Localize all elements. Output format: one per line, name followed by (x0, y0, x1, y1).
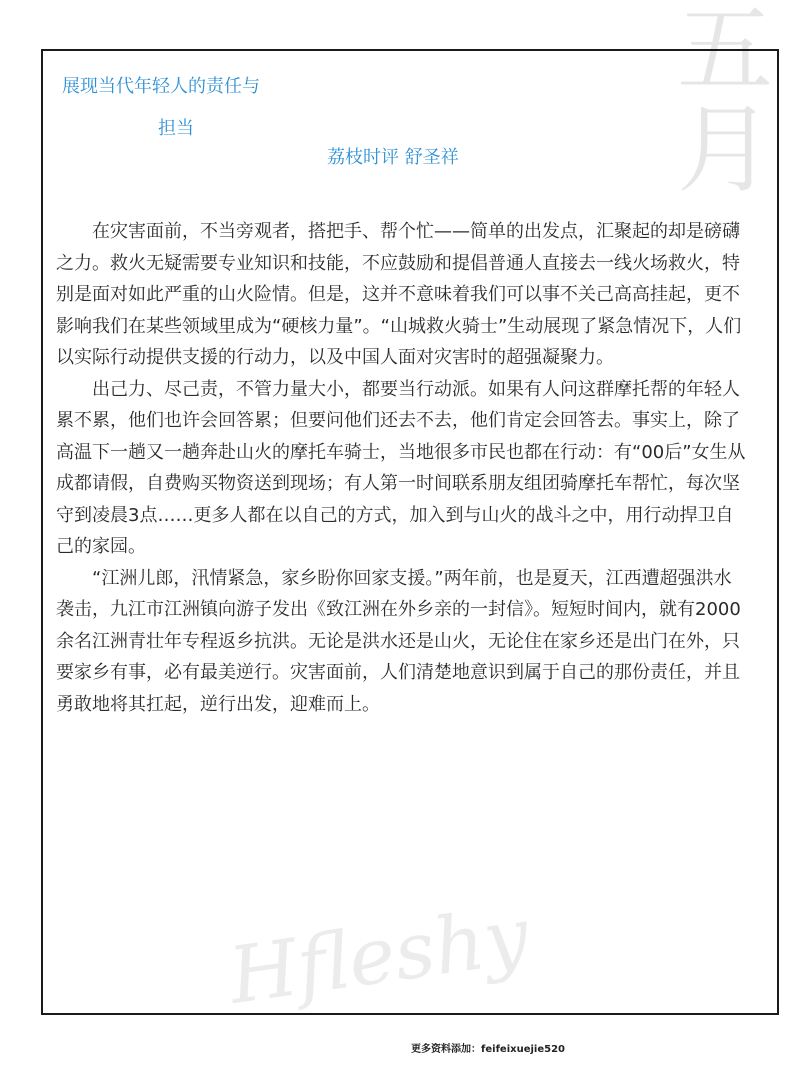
paragraph: “江洲儿郎，汛情紧急，家乡盼你回家支援。”两年前，也是夏天，江西遭超强洪水袭击，九江市江洲镇向游子发出《致江洲在外乡亲的一封信》。短短时间内，就有2000余名江洲青壮年专程返乡抗洪。无论是洪水还是山火，无论住在家乡还是出门在外，只要家乡有事，必有最美逆行。灾害面前，人们清楚地意识到属于自己的那份责任，并且勇敢地将其扛起，逆行出发，迎难而上。 (56, 567, 741, 715)
article-body (56, 216, 746, 720)
footer-note: 更多资料添加：feifeixuejie520 (411, 1044, 565, 1055)
article-title (62, 66, 322, 150)
paragraph: 出己力、尽己责，不管力量大小，都要当行动派。如果有人问这群摩托帮的年轻人累不累，他们也许会回答累；但要问他们还去不去，他们肯定会回答去。事实上，除了高温下一趟又一趟奔赴山火的摩托车骑士，当地很多市民也都在行动：有“00后”女生从成都请假，自费购买物资送到现场；有人第一时间联系朋友组团骑摩托车帮忙，每次坚守到凌晨3点……更多人都在以自己的方式，加入到与山火的战斗之中，用行动捍卫自己的家园。 (56, 378, 746, 557)
paragraph: 在灾害面前，不当旁观者，搭把手、帮个忙——简单的出发点，汇聚起的却是磅礴之力。救火无疑需要专业知识和技能，不应鼓励和提倡普通人直接去一线火场救火，特别是面对如此严重的山火险情。但是，这并不意味着我们可以事不关己高高挂起，更不影响我们在某些领域里成为“硬核力量”。“山城救火骑士”生动展现了紧急情况下，人们以实际行动提供支援的行动力，以及中国人面对灾害时的超强凝聚力。 (56, 221, 742, 368)
article-byline: 荔枝时评 舒圣祥 (327, 147, 459, 168)
title-line-2: 担当 (158, 118, 194, 139)
title-line-1: 展现当代年轻人的责任与 (62, 76, 260, 97)
watermark-char: 月 (677, 94, 773, 206)
watermark-char: 五 (677, 0, 773, 106)
script-watermark: Hfleshy (223, 890, 535, 1022)
